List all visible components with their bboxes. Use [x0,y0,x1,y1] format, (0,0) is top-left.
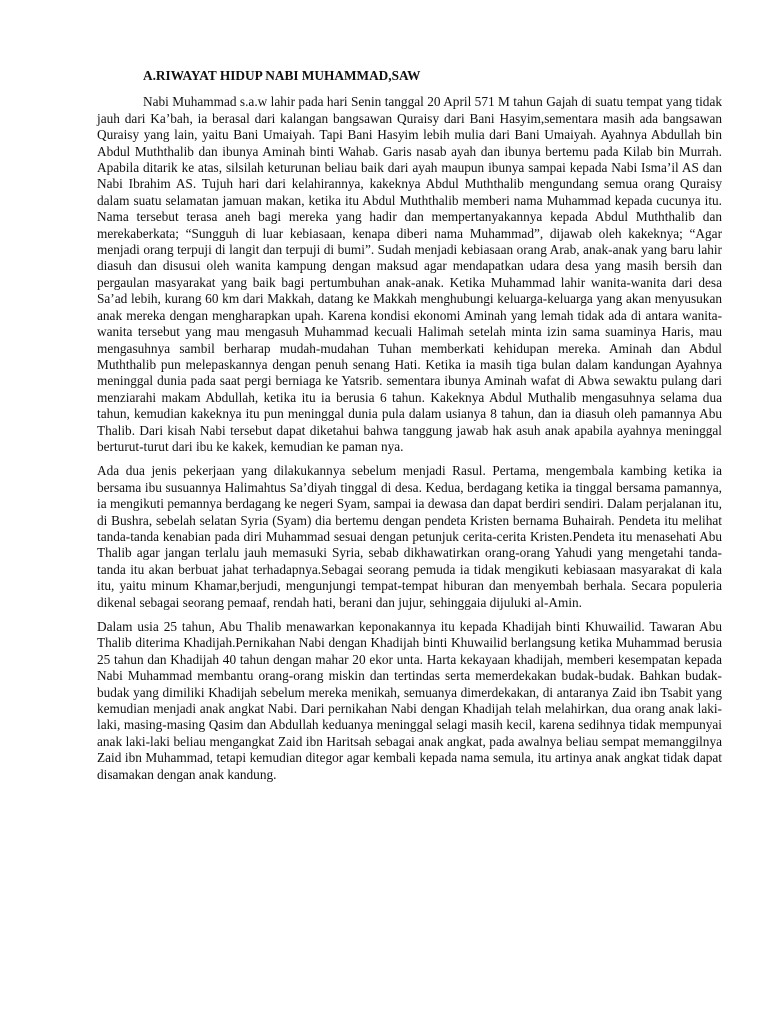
document-body [97,68,722,791]
document-title: A.RIWAYAT HIDUP NABI MUHAMMAD,SAW [143,68,421,83]
paragraph-3: Dalam usia 25 tahun, Abu Thalib menawarkan keponakannya itu kepada Khadijah binti Khuwailid. Tawaran Abu Thalib diterima Khadijah.Pernikahan Nabi dengan Khadijah binti Khuwailid berlangsung ketika Muhammad berusia 25 tahun dan Khadijah 40 tahun dengan mahar 20 ekor unta. Harta kekayaan khadijah, memberi kesempatan kepada Nabi Muhammad membantu orang-orang miskin dan tertindas serta memerdekakan budak-budak. Bahkan budak-budak yang dimiliki Khadijah sebelum mereka menikah, semuanya dimerdekakan, di antaranya Zaid ibn Tsabit yang kemudian menjadi anak angkat Nabi. Dari pernikahan Nabi dengan Khadijah telah melahirkan, dua orang anak laki-laki, masing-masing Qasim dan Abdullah keduanya meninggal selagi masih kecil, karena sedihnya tidak mempunyai anak laki-laki beliau mengangkat Zaid ibn Haritsah sebagai anak angkat, pada awalnya beliau sempat memanggilnya Zaid ibn Muhammad, tetapi kemudian ditegor agar kembali kepada nama semula, itu artinya anak angkat tidak dapat disamakan dengan anak kandung. [97,619,722,782]
paragraph-2: Ada dua jenis pekerjaan yang dilakukannya sebelum menjadi Rasul. Pertama, mengembala kambing ketika ia bersama ibu susuannya Halimahtus Sa’diyah tinggal di desa. Kedua, berdagang ketika ia tinggal bersama pamannya, ia mengikuti pemannya berdagang ke negeri Syam, sampai ia dewasa dan dapat berdiri sendiri. Dalam perjalanan itu, di Bushra, sebelah selatan Syria (Syam) dia bertemu dengan pendeta Kristen bernama Buhairah. Pendeta itu melihat tanda-tanda kenabian pada diri Muhammad sesuai dengan petunjuk cerita-cerita Kristen.Pendeta itu menasehati Abu Thalib agar jangan terlalu jauh memasuki Syria, sebab dikhawatirkan orang-orang Yahudi yang mengetahi tanda-tanda itu akan berbuat jahat terhadapnya.Sebagai seorang pemuda ia tidak mengikuti kebiasaan masyarakat di kala itu, yaitu minum Khamar,berjudi, mengunjungi tempat-tempat hiburan dan menyembah berhala. Secara populeria dikenal sebagai seorang pemaaf, rendah hati, berani dan jujur, sehinggaia dijuluki al-Amin. [97,463,722,610]
paragraph-1: Nabi Muhammad s.a.w lahir pada hari Senin tanggal 20 April 571 M tahun Gajah di suatu tempat yang tidak jauh dari Ka’bah, ia berasal dari kalangan bangsawan Quraisy dari Bani Hasyim,sementara masih ada bangsawan Quraisy yang lain, yaitu Bani Umaiyah. Tapi Bani Hasyim lebih mulia dari Bani Umaiyah. Ayahnya Abdullah bin Abdul Muththalib dan ibunya Aminah binti Wahab. Garis nasab ayah dan ibunya bertemu pada Kilab bin Murrah. Apabila ditarik ke atas, silsilah keturunan beliau baik dari ayah maupun ibunya sampai kepada Nabi Isma’il AS dan Nabi Ibrahim AS. Tujuh hari dari kelahirannya, kakeknya Abdul Muththalib mengundang semua orang Quraisy dalam suatu selamatan jamuan makan, ketika itu Abdul Muththalib memberi nama Muhammad kepada cucunya itu. Nama tersebut terasa aneh bagi mereka yang hadir dan mempertanyakannya kepada Abdul Muththalib dan merekaberkata; “Sungguh di luar kebiasaan, kenapa diberi nama Muhammad”, dijawab oleh kakeknya; “Agar menjadi orang terpuji di langit dan terpuji di bumi”. Sudah menjadi kebiasaan orang Arab, anak-anak yang baru lahir diasuh dan disusui oleh wanita kampung dengan maksud agar mendapatkan udara desa yang masih bersih dan pergaulan masyarakat yang baik bagi pertumbuhan anak-anak. Ketika Muhammad lahir wanita-wanita dari desa Sa’ad lebih, kurang 60 km dari Makkah, datang ke Makkah menghubungi keluarga-keluarga yang akan menyusukan anak mereka dengan mengharapkan upah. Karena kondisi ekonomi Aminah yang lemah tidak ada di antara wanita-wanita tersebut yang mau mengasuh Muhammad kecuali Halimah setelah minta izin sama suaminya Haris, mau mengasuhnya sambil berharap mudah-mudahan Tuhan memberkati kehidupan mereka. Aminah dan Abdul Muththalib pun melepaskannya dengan penuh senang Hati. Ketika ia masih tiga bulan dalam kandungan Ayahnya meninggal dunia pada saat pergi berniaga ke Yatsrib. sementara ibunya Aminah wafat di Abwa sewaktu pulang dari menziarahi makam Abdullah, ketika itu ia berusia 6 tahun. Kakeknya Abdul Muthalib mengasuhnya selama dua tahun, kemudian kakeknya itu pun meninggal dunia pula dalam usianya 8 tahun, dan ia diasuh oleh pamannya Abu Thalib. Dari kisah Nabi tersebut dapat diketahui bahwa tanggung jawab hak asuh anak apabila ayahnya meninggal berturut-turut dari ibu ke kakek, kemudian ke paman nya. [97,94,722,454]
